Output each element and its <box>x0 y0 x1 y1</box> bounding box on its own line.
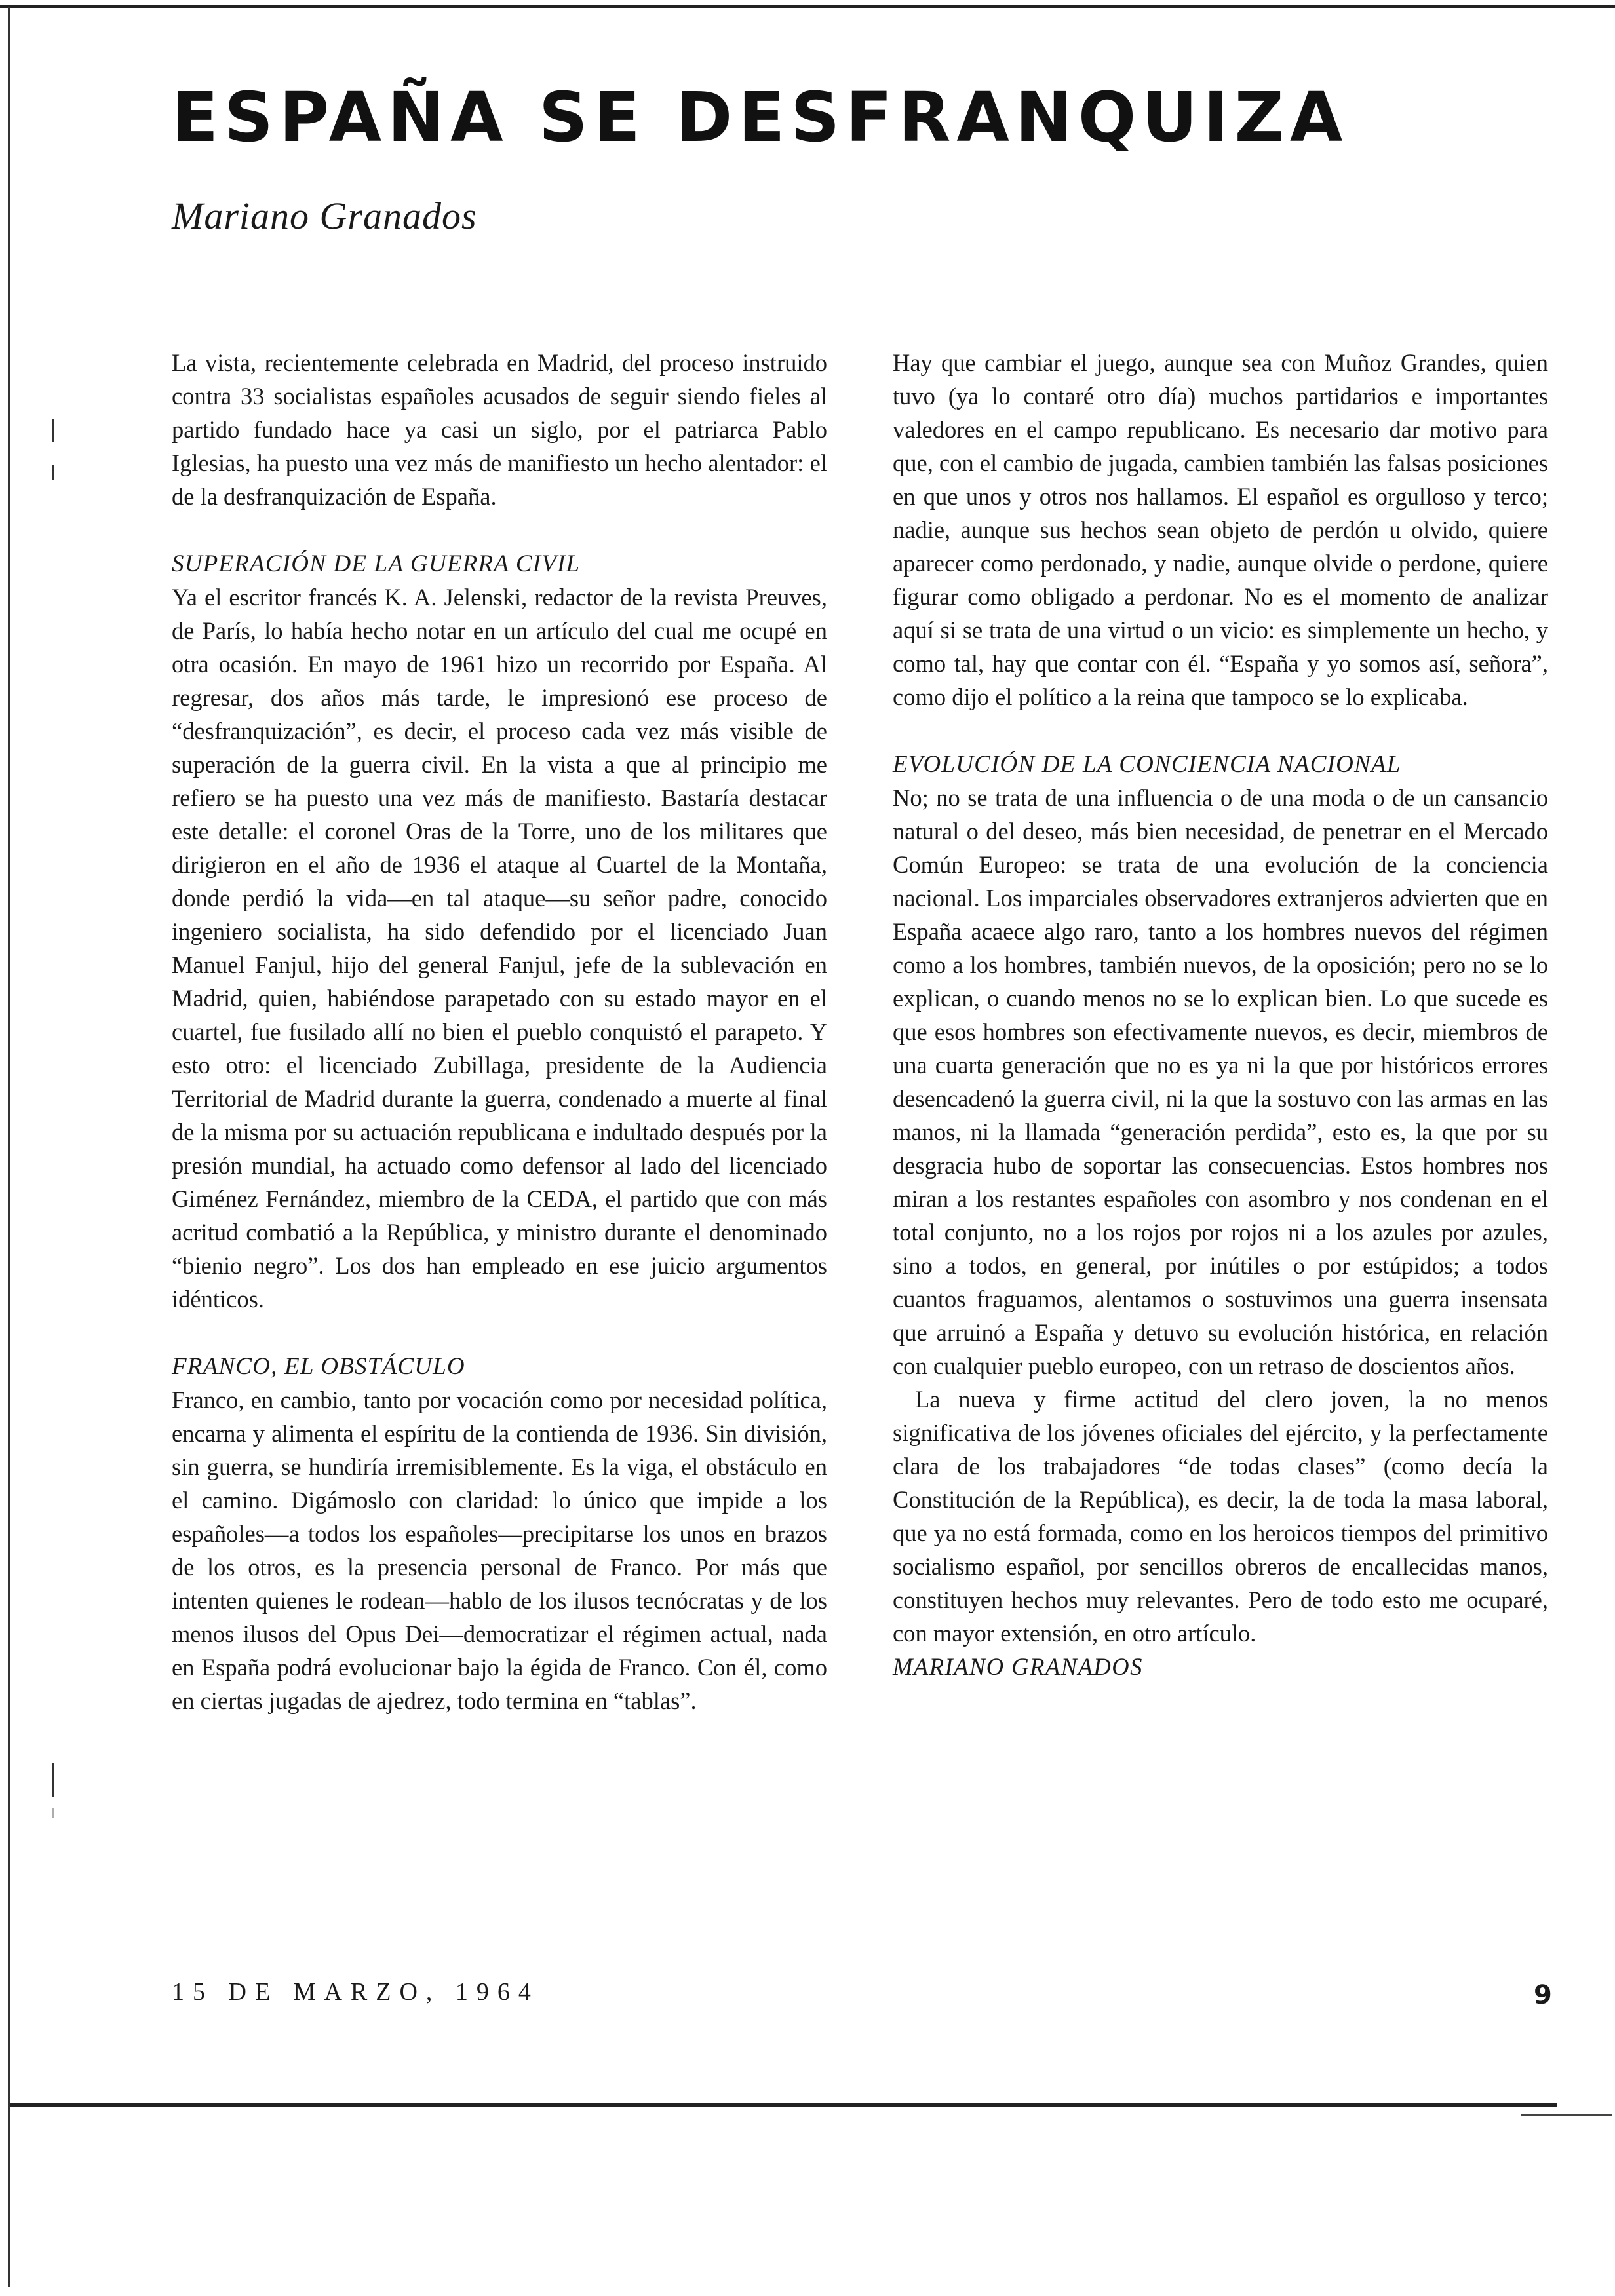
section-text-superacion: Ya el escritor francés K. A. Jelenski, redactor de la revista Preuves, de París, lo había hecho notar en un artículo del cual me ocupé en otra ocasión. En mayo de 1961 hizo un recorrido por España. Al regresar, dos años más tarde, le impresionó ese proceso de “desfranquización”, es decir, el proceso cada vez más visible de superación de la guerra civil. En la vista a que al principio me refiero se ha puesto una vez más de manifiesto. Bastaría destacar este detalle: el coronel Oras de la Torre, uno de los militares que dirigieron en el año de 1936 el ataque al Cuartel de la Montaña, donde perdió la vida—en tal ataque—su señor padre, conocido ingeniero socialista, ha sido defendido por el licenciado Juan Manuel Fanjul, hijo del general Fanjul, jefe de la sublevación en Madrid, quien, habiéndose parapetado con su estado mayor en el cuartel, fue fusilado allí no bien el pueblo conquistó el parapeto. Y esto otro: el licenciado Zubillaga, presidente de la Audiencia Territorial de Madrid durante la guerra, condenado a muerte al final de la misma por su actuación republicana e indultado después por la presión mundial, ha actuado como defensor al lado del licenciado Giménez Fernández, miembro de la CEDA, el partido que con más acritud combatió a la República, y ministro durante el denominado “bienio negro”. Los dos han empleado en ese juicio argumentos idénticos. <box>172 584 827 1312</box>
section-heading-franco: FRANCO, EL OBSTÁCULO <box>172 1353 465 1380</box>
top-border-rule <box>0 5 1615 8</box>
author-signature: MARIANO GRANADOS <box>893 1653 1143 1680</box>
final-paragraph: La nueva y firme actitud del clero joven, la no menos significativa de los jóvenes oficiales del ejército, y la perfectamente clara de los trabajadores “de todas clases” (como decía la Constitución de la República), es decir, la de toda la masa laboral, que ya no está formada, como en los heroicos tiempos del primitivo socialismo español, por sencillos obreros de encallecidas manos, constituyen hechos muy relevantes. Pero de todo esto me ocuparé, con mayor extensión, en otro artículo. <box>893 1386 1548 1647</box>
article-title: ESPAÑA SE DESFRANQUIZA <box>172 77 1349 157</box>
section-heading-superacion: SUPERACIÓN DE LA GUERRA CIVIL <box>172 550 581 577</box>
section-text-franco: Franco, en cambio, tanto por vocación como por necesidad política, encarna y alimenta el espíritu de la contienda de 1936. Sin división, sin guerra, se hundiría irremisiblemente. Es la viga, el obstáculo en el camino. Digámoslo con claridad: lo único que impide a los españoles—a todos los españoles—precipitarse los unos en brazos de los otros, es la presencia personal de Franco. Por más que intenten quienes le rodean—hablo de los ilusos tecnócratas y de los menos ilusos del Opus Dei—democratizar el régimen actual, nada en España podrá evolucionar bajo la égida de Franco. Con él, como en ciertas jugadas de ajedrez, todo termina en “tablas”. <box>172 1387 827 1714</box>
scan-marks <box>52 419 59 1900</box>
right-column <box>893 346 1548 1683</box>
left-border-rule <box>8 7 10 2287</box>
continuation-paragraph: Hay que cambiar el juego, aunque sea con Muñoz Grandes, quien tuvo (ya lo contaré otro día) muchos partidarios e importantes valedores en el campo republicano. Es necesario dar motivo para que, con el cambio de jugada, cambien también las falsas posiciones en que unos y otros nos hallamos. El español es orgulloso y terco; nadie, aunque sus hechos sean objeto de perdón u olvido, quiere aparecer como perdonado, y nadie, aunque olvide o perdone, quiere figurar como obligado a perdonar. No es el momento de analizar aquí si se trata de una virtud o un vicio: es simplemente un hecho, y como tal, hay que contar con él. “España y yo somos así, señora”, como dijo el político a la reina que tampoco se lo explicaba. <box>893 349 1548 710</box>
section-heading-evolucion: EVOLUCIÓN DE LA CONCIENCIA NACIONAL <box>893 751 1401 778</box>
page-number: 9 <box>1534 1980 1552 2010</box>
bottom-border-rule-extension <box>1521 2114 1612 2116</box>
issue-date: 15 DE MARZO, 1964 <box>172 1978 539 2006</box>
bottom-border-rule <box>10 2103 1557 2107</box>
section-text-evolucion: No; no se trata de una influencia o de una moda o de un cansancio natural o del deseo, más bien necesidad, de penetrar en el Mercado Común Europeo: se trata de una evolución de la conciencia nacional. Los imparciales observadores extranjeros advierten que en España acaece algo raro, tanto a los hombres nuevos del régimen como a los hombres, también nuevos, de la oposición; pero no se lo explican, o cuando menos no se lo explican bien. Lo que sucede es que esos hombres son efectivamente nuevos, es decir, miembros de una cuarta generación que no es ya ni la que por históricos errores desencadenó la guerra civil, ni la que la sostuvo con las armas en las manos, ni la llamada “generación perdida”, esto es, la que por su desgracia hubo de soportar las consecuencias. Estos hombres nos miran a los restantes españoles con asombro y nos condenan en el total conjunto, no a los rojos por rojos ni a los azules por azules, sino a todos, en general, por inútiles o por estúpidos; a todos cuantos fraguamos, alentamos o sostuvimos una guerra insensata que arruinó a España y detuvo su evolución histórica, en relación con cualquier pueblo europeo, con un retraso de doscientos años. <box>893 784 1548 1379</box>
intro-paragraph: La vista, recientemente celebrada en Madrid, del proceso instruido contra 33 socialistas españoles acusados de seguir siendo fieles al partido fundado hace ya casi un siglo, por el patriarca Pablo Iglesias, ha puesto una vez más de manifiesto un hecho alentador: el de la desfranquización de España. <box>172 349 827 510</box>
author-byline: Mariano Granados <box>172 195 477 237</box>
left-column <box>172 346 827 1717</box>
